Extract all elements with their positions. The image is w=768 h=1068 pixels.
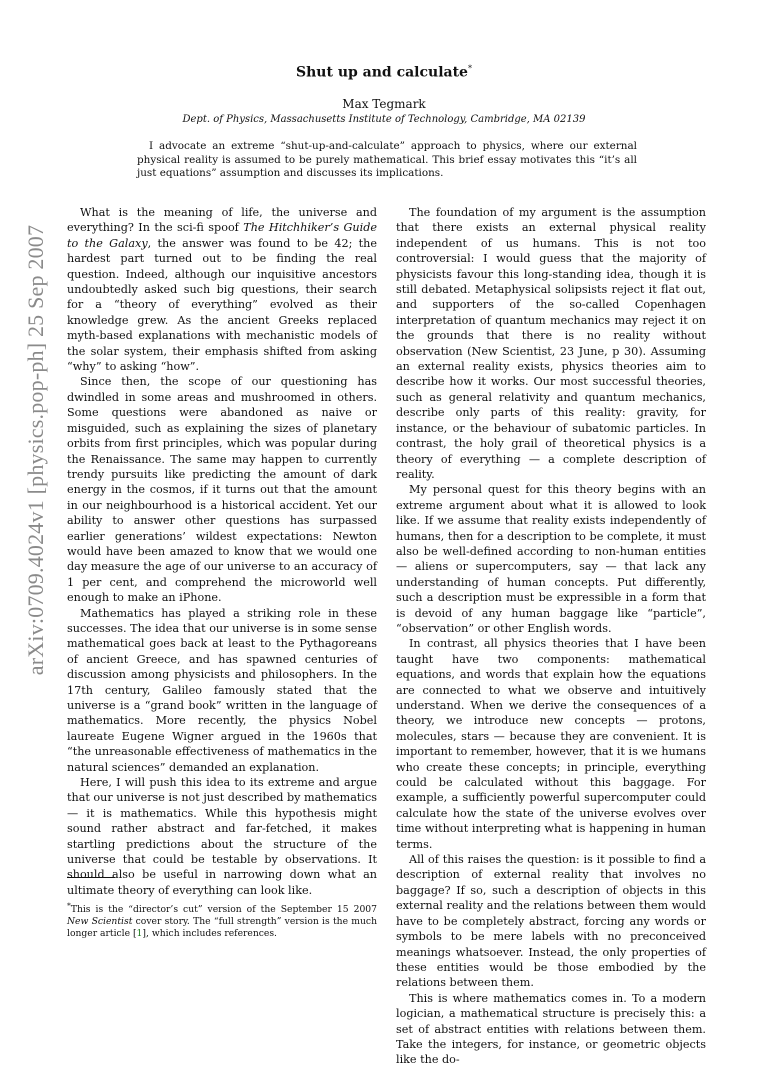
paragraph: In contrast, all physics theories that I have been taught have two components: mathematical equations, and words that explain how the equations are connected to what we observe and intuitively understand. When we derive the consequences of a theory, we introduce new concepts — protons, molecules, stars — because they are convenient. It is important to remember, however, that it is we humans who create these concepts; in principle, everything could be calculated without this baggage. For example, a sufficiently powerful supercomputer could calculate how the state of the universe evolves over time without interpreting what is happening in human terms. (396, 637, 706, 851)
citation-link[interactable]: 1 (136, 928, 143, 940)
paragraph: This is where mathematics comes in. To a modern logician, a mathematical structure is precisely this: a set of abstract entities with relations between them. Take the integers, for instance, or geometric objects like the do- (396, 991, 706, 1067)
magazine-name: New Scientist (67, 916, 133, 928)
footnote-rule (67, 877, 115, 878)
abstract: I advocate an extreme “shut-up-and-calculate” approach to physics, where our external physical reality is assumed to be purely mathematical. This brief essay motivates this “it’s all just equations” assumption and discusses its implications. (137, 140, 637, 180)
paper-title (0, 64, 768, 81)
paragraph: All of this raises the question: is it possible to find a description of external reality that involves no baggage? If so, such a description of objects in this external reality and the relations between them would have to be completely abstract, forcing any words or symbols to be mere labels with no preconceived meanings whatsoever. Instead, the only properties of these entities would be those embodied by the relations between them. (396, 853, 706, 990)
paragraph: Since then, the scope of our questioning has dwindled in some areas and mushroomed in others. Some questions were abandoned as naive or misguided, such as explaining the sizes of planetary orbits from first principles, which was popular during the Renaissance. The same may happen to currently trendy pursuits like predicting the amount of dark energy in the cosmos, if it turns out that the amount in our neighbourhood is a historical accident. Yet our ability to answer other questions has surpassed earlier generations’ wildest expectations: Newton would have been amazed to know that we would one day measure the age of our universe to an accuracy of 1 per cent, and comprehend the microworld well enough to make an iPhone. (67, 375, 377, 605)
footnote-text: cover story. The “full strength” version is the much longer article [ (67, 916, 377, 940)
left-column (67, 205, 377, 898)
footnote-mark: * (67, 901, 71, 910)
paragraph: My personal quest for this theory begins with an extreme argument about what it is allowed to look like. If we assume that reality exists independently of humans, then for a description to be complete, it must also be well-defined according to non-human entities — aliens or supercomputers, say — that lack any understanding of human concepts. Put differently, such a description must be expressible in a form that is devoid of any human baggage like “particle”, “observation” or other English words. (396, 483, 706, 635)
paragraph: The foundation of my argument is the assumption that there exists an external physical reality independent of us humans. This is not too controversial: I would guess that the majority of physicists favour this long-standing idea, though it is still debated. Metaphysical solipsists reject it flat out, and supporters of the so-called Copenhagen interpretation of quantum mechanics may reject it on the grounds that there is no reality without observation (New Scientist, 23 June, p 30). Assuming an external reality exists, physics theories aim to describe how it works. Our most successful theories, such as general relativity and quantum mechanics, describe only parts of this reality: gravity, for instance, or the behaviour of subatomic particles. In contrast, the holy grail of theoretical physics is a theory of everything — a complete description of reality. (396, 206, 706, 481)
title-text: Shut up and calculate (296, 64, 468, 81)
footnote-text: ], which includes references. (142, 928, 277, 940)
author-affiliation: Dept. of Physics, Massachusetts Institute of Technology, Cambridge, MA 02139 (182, 114, 586, 125)
title-footnote-mark: * (467, 64, 472, 73)
paragraph: Mathematics has played a striking role in these successes. The idea that our universe is in some sense mathematical goes back at least to the Pythagoreans of ancient Greece, and has spawned centuries of discussion among physicists and philosophers. In the 17th century, Galileo famously stated that the universe is a “grand book” written in the language of mathematics. More recently, the physics Nobel laureate Eugene Wigner argued in the 1960s that “the unreasonable effectiveness of mathematics in the natural sciences” demanded an explanation. (67, 606, 377, 774)
paragraph-text: What is the meaning of life, the universe and everything? In the sci-fi spoof (67, 206, 377, 235)
author-name: Max Tegmark (342, 97, 426, 111)
paragraph: Here, I will push this idea to its extreme and argue that our universe is not just described by mathematics — it is mathematics. While this hypothesis might sound rather abstract and far-fetched, it makes startling predictions about the structure of the universe that could be testable by observations. It should also be useful in narrowing down what an ultimate theory of everything can look like. (67, 776, 378, 897)
arxiv-identifier-stamp (16, 210, 56, 690)
book-title: The Hitchhiker’s Guide to the Galaxy (67, 221, 377, 250)
paragraph (67, 205, 377, 374)
arxiv-id: arXiv:0709.4024v1 [physics.pop-ph] 25 Sep 2007 (23, 224, 49, 676)
right-column (396, 205, 706, 1068)
paragraph-text: , the answer was found to be 42; the hardest part turned out to be finding the real question. Indeed, although our inquisitive ancestors undoubtedly asked such big questions, their search for a “theory of everything” evolved as their knowledge grew. As the ancient Greeks replaced myth-based explanations with mechanistic models of the solar system, their emphasis shifted from asking “why” to asking “how”. (67, 236, 377, 374)
footnote (67, 900, 377, 940)
footnote-text: This is the “director’s cut” version of the September 15 2007 (70, 904, 377, 916)
